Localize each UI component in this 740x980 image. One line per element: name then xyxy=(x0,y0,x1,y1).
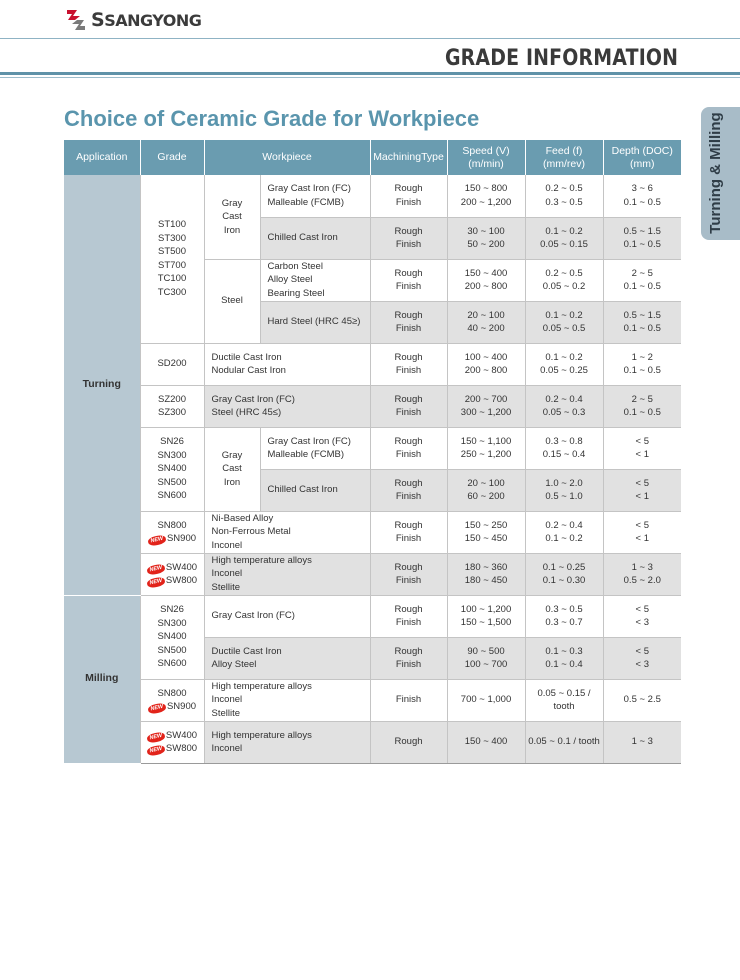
workpiece-cell: High temperature alloys Inconel Stellite xyxy=(204,553,370,595)
table-row xyxy=(64,511,681,553)
table-header-row xyxy=(64,140,681,175)
machining-type-cell: Rough xyxy=(370,721,447,763)
machining-type-cell: Rough Finish xyxy=(370,175,447,217)
page-header-title: GRADE INFORMATION xyxy=(444,46,678,71)
grade-cell: SD200 xyxy=(140,343,204,385)
feed-cell: 0.2 ~ 0.5 0.05 ~ 0.2 xyxy=(525,259,603,301)
feed-cell: 0.1 ~ 0.3 0.1 ~ 0.4 xyxy=(525,637,603,679)
feed-cell: 0.2 ~ 0.4 0.1 ~ 0.2 xyxy=(525,511,603,553)
new-badge-icon: NEW xyxy=(146,563,165,576)
header-feed: Feed (f)(mm/rev) xyxy=(525,140,603,175)
speed-cell: 700 ~ 1,000 xyxy=(447,679,525,721)
machining-type-cell: Rough Finish xyxy=(370,301,447,343)
grade-cell: SN26 SN300 SN400 SN500 SN600 xyxy=(140,427,204,511)
speed-cell: 150 ~ 250 150 ~ 450 xyxy=(447,511,525,553)
application-turning: Turning xyxy=(64,175,140,595)
speed-cell: 100 ~ 1,200 150 ~ 1,500 xyxy=(447,595,525,637)
header-machining-type: MachiningType xyxy=(370,140,447,175)
feed-cell: 0.1 ~ 0.25 0.1 ~ 0.30 xyxy=(525,553,603,595)
application-milling: Milling xyxy=(64,595,140,763)
speed-cell: 20 ~ 100 60 ~ 200 xyxy=(447,469,525,511)
machining-type-cell: Rough Finish xyxy=(370,553,447,595)
depth-cell: < 5 < 1 xyxy=(603,511,681,553)
header-depth: Depth (DOC)(mm) xyxy=(603,140,681,175)
speed-cell: 150 ~ 1,100 250 ~ 1,200 xyxy=(447,427,525,469)
depth-cell: 1 ~ 3 xyxy=(603,721,681,763)
header-grade: Grade xyxy=(140,140,204,175)
table-row xyxy=(64,175,681,217)
speed-cell: 180 ~ 360 180 ~ 450 xyxy=(447,553,525,595)
new-badge-icon: NEW xyxy=(146,744,165,757)
section-title: Choice of Ceramic Grade for Workpiece xyxy=(64,106,480,131)
header-rule-thick xyxy=(0,72,740,75)
depth-cell: < 5 < 3 xyxy=(603,595,681,637)
workpiece-cell: Carbon Steel Alloy Steel Bearing Steel xyxy=(260,259,370,301)
header-speed: Speed (V)(m/min) xyxy=(447,140,525,175)
feed-cell: 0.2 ~ 0.5 0.3 ~ 0.5 xyxy=(525,175,603,217)
header-workpiece: Workpiece xyxy=(204,140,370,175)
feed-cell: 0.1 ~ 0.2 0.05 ~ 0.15 xyxy=(525,217,603,259)
speed-cell: 150 ~ 800 200 ~ 1,200 xyxy=(447,175,525,217)
side-tab-label: Turning & Milling xyxy=(707,112,724,234)
depth-cell: < 5 < 3 xyxy=(603,637,681,679)
depth-cell: 3 ~ 6 0.1 ~ 0.5 xyxy=(603,175,681,217)
speed-cell: 150 ~ 400 200 ~ 800 xyxy=(447,259,525,301)
header-divider xyxy=(0,38,740,39)
brand-name: SSANGYONG xyxy=(91,9,202,31)
grade-cell: SN800 NEW SN900 xyxy=(140,679,204,721)
table-row xyxy=(64,679,681,721)
speed-cell: 20 ~ 100 40 ~ 200 xyxy=(447,301,525,343)
machining-type-cell: Rough Finish xyxy=(370,385,447,427)
machining-type-cell: Rough Finish xyxy=(370,637,447,679)
grade-cell: SZ200 SZ300 xyxy=(140,385,204,427)
feed-cell: 0.3 ~ 0.8 0.15 ~ 0.4 xyxy=(525,427,603,469)
feed-cell: 1.0 ~ 2.0 0.5 ~ 1.0 xyxy=(525,469,603,511)
table-row xyxy=(64,721,681,763)
speed-cell: 150 ~ 400 xyxy=(447,721,525,763)
grade-cell: NEW SW400 NEW SW800 xyxy=(140,553,204,595)
workpiece-cell: Ductile Cast Iron Nodular Cast Iron xyxy=(204,343,370,385)
ceramic-grade-table xyxy=(64,140,681,764)
workpiece-cell: High temperature alloys Inconel xyxy=(204,721,370,763)
new-badge-icon: NEW xyxy=(146,731,165,744)
workpiece-cell: Chilled Cast Iron xyxy=(260,469,370,511)
workpiece-category: Steel xyxy=(204,259,260,343)
ssangyong-logo-icon xyxy=(64,8,88,32)
workpiece-category: Gray Cast Iron xyxy=(204,427,260,511)
depth-cell: 2 ~ 5 0.1 ~ 0.5 xyxy=(603,259,681,301)
workpiece-cell: Gray Cast Iron (FC) Malleable (FCMB) xyxy=(260,175,370,217)
feed-cell: 0.05 ~ 0.15 / tooth xyxy=(525,679,603,721)
machining-type-cell: Rough Finish xyxy=(370,427,447,469)
speed-cell: 200 ~ 700 300 ~ 1,200 xyxy=(447,385,525,427)
workpiece-cell: Gray Cast Iron (FC) xyxy=(204,595,370,637)
machining-type-cell: Finish xyxy=(370,679,447,721)
depth-cell: 0.5 ~ 2.5 xyxy=(603,679,681,721)
header-rule-thin xyxy=(0,77,740,78)
machining-type-cell: Rough Finish xyxy=(370,259,447,301)
workpiece-cell: Gray Cast Iron (FC) Steel (HRC 45≤) xyxy=(204,385,370,427)
machining-type-cell: Rough Finish xyxy=(370,343,447,385)
grade-cell: SN26 SN300 SN400 SN500 SN600 xyxy=(140,595,204,679)
depth-cell: 2 ~ 5 0.1 ~ 0.5 xyxy=(603,385,681,427)
workpiece-cell: Hard Steel (HRC 45≥) xyxy=(260,301,370,343)
machining-type-cell: Rough Finish xyxy=(370,511,447,553)
table-row xyxy=(64,427,681,469)
speed-cell: 90 ~ 500 100 ~ 700 xyxy=(447,637,525,679)
feed-cell: 0.1 ~ 0.2 0.05 ~ 0.5 xyxy=(525,301,603,343)
depth-cell: < 5 < 1 xyxy=(603,469,681,511)
workpiece-cell: Ductile Cast Iron Alloy Steel xyxy=(204,637,370,679)
depth-cell: 1 ~ 3 0.5 ~ 2.0 xyxy=(603,553,681,595)
grade-cell: ST100 ST300 ST500 ST700 TC100 TC300 xyxy=(140,175,204,343)
new-badge-icon: NEW xyxy=(146,576,165,589)
depth-cell: 0.5 ~ 1.5 0.1 ~ 0.5 xyxy=(603,301,681,343)
grade-cell: NEW SW400 NEW SW800 xyxy=(140,721,204,763)
speed-cell: 30 ~ 100 50 ~ 200 xyxy=(447,217,525,259)
depth-cell: 0.5 ~ 1.5 0.1 ~ 0.5 xyxy=(603,217,681,259)
workpiece-category: Gray Cast Iron xyxy=(204,175,260,259)
table-row xyxy=(64,595,681,637)
grade-cell: SN800 NEW SN900 xyxy=(140,511,204,553)
feed-cell: 0.3 ~ 0.5 0.3 ~ 0.7 xyxy=(525,595,603,637)
workpiece-cell: Ni-Based Alloy Non-Ferrous Metal Inconel xyxy=(204,511,370,553)
table-row xyxy=(64,385,681,427)
table-row xyxy=(64,343,681,385)
depth-cell: 1 ~ 2 0.1 ~ 0.5 xyxy=(603,343,681,385)
table-row xyxy=(64,553,681,595)
brand-logo xyxy=(64,8,201,32)
machining-type-cell: Rough Finish xyxy=(370,469,447,511)
speed-cell: 100 ~ 400 200 ~ 800 xyxy=(447,343,525,385)
new-badge-icon: NEW xyxy=(147,702,166,715)
workpiece-cell: Gray Cast Iron (FC) Malleable (FCMB) xyxy=(260,427,370,469)
feed-cell: 0.2 ~ 0.4 0.05 ~ 0.3 xyxy=(525,385,603,427)
feed-cell: 0.1 ~ 0.2 0.05 ~ 0.25 xyxy=(525,343,603,385)
new-badge-icon: NEW xyxy=(147,534,166,547)
machining-type-cell: Rough Finish xyxy=(370,595,447,637)
machining-type-cell: Rough Finish xyxy=(370,217,447,259)
workpiece-cell: Chilled Cast Iron xyxy=(260,217,370,259)
workpiece-cell: High temperature alloys Inconel Stellite xyxy=(204,679,370,721)
header-application: Application xyxy=(64,140,140,175)
depth-cell: < 5 < 1 xyxy=(603,427,681,469)
feed-cell: 0.05 ~ 0.1 / tooth xyxy=(525,721,603,763)
